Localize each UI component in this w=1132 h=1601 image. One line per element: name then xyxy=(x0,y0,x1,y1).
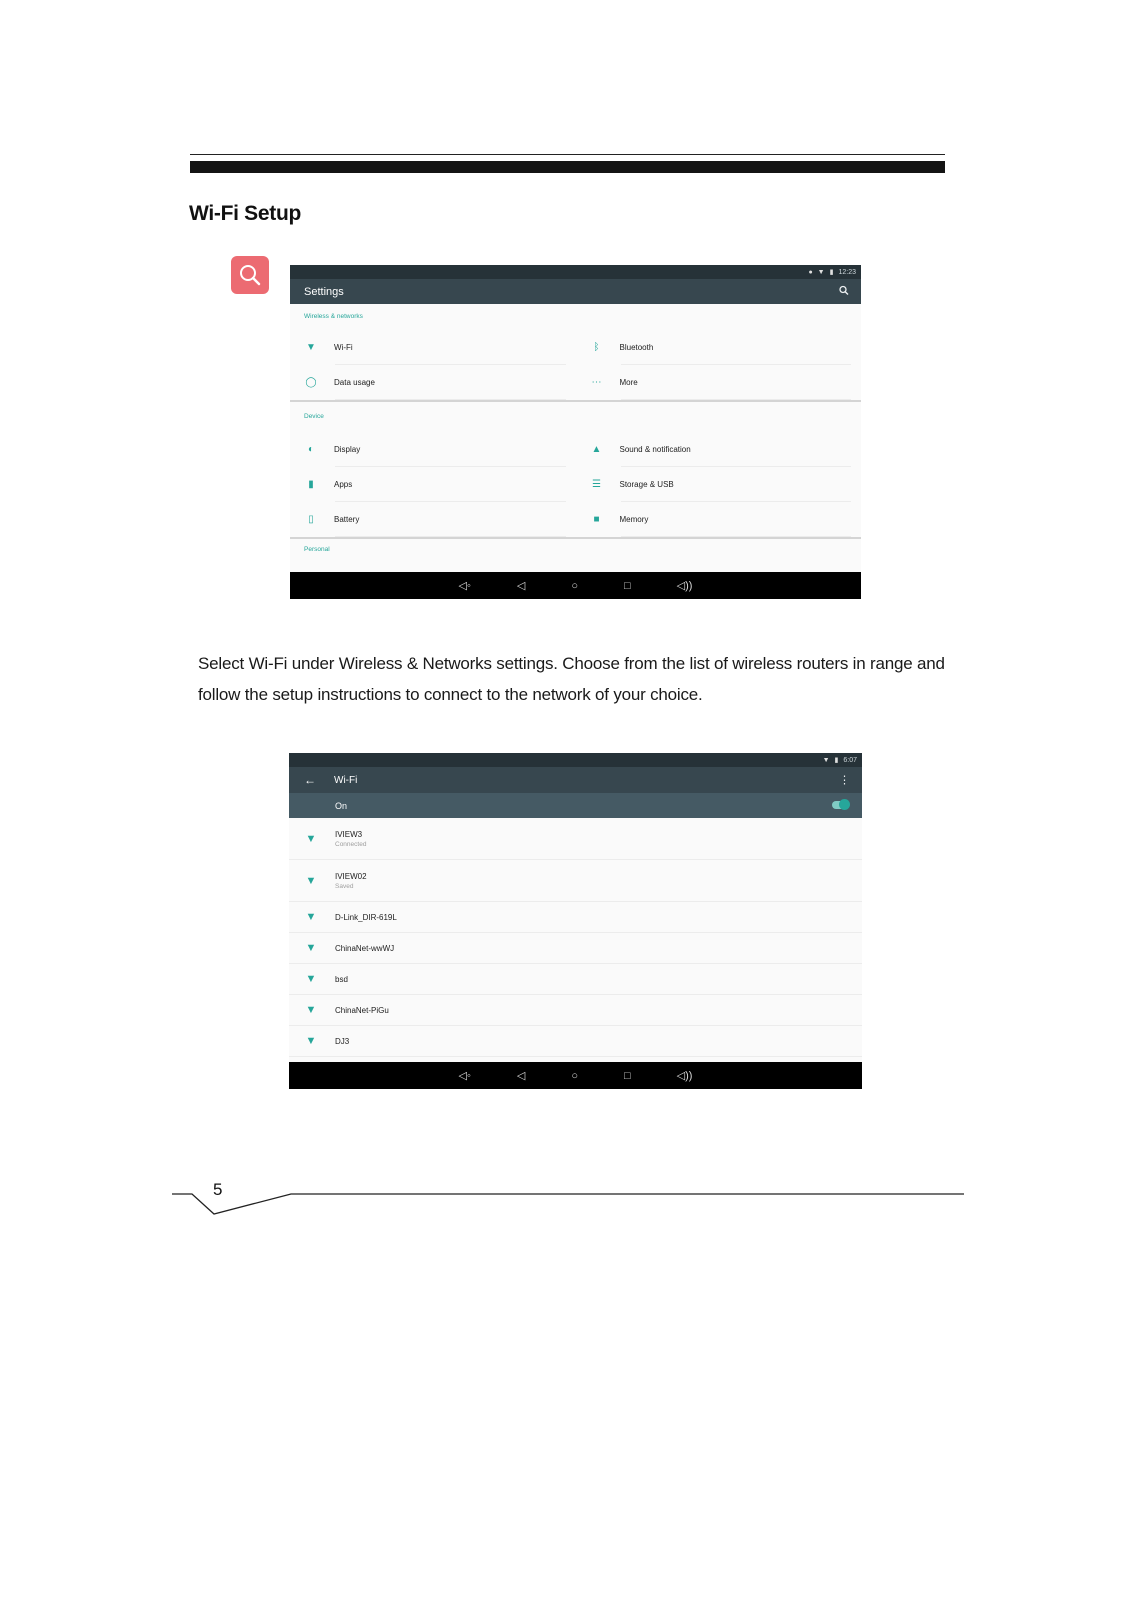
network-name: ChinaNet-PiGu xyxy=(335,1005,389,1015)
wifi-lock-icon: ▼ xyxy=(305,832,317,845)
storage-icon: ☰ xyxy=(592,479,601,490)
volume-up-icon[interactable]: ◁)) xyxy=(676,1070,693,1082)
home-icon[interactable]: ○ xyxy=(571,579,579,592)
network-name: bsd xyxy=(335,974,348,984)
wifi-lock-icon: ▼ xyxy=(305,942,317,954)
tile-label: Wi-Fi xyxy=(334,343,353,352)
instruction-paragraph: Select Wi-Fi under Wireless & Networks settings. Choose from the list of wireless routers in range and follow the setup instructions to connect to the network of your choice. xyxy=(198,654,945,704)
wifi-lock-icon: ▼ xyxy=(305,1004,317,1016)
tile-label: Memory xyxy=(619,515,649,524)
wifi-lock-icon: ▼ xyxy=(305,973,317,985)
battery-status-icon: ▮ xyxy=(834,757,839,764)
status-time: 12:23 xyxy=(838,268,856,276)
battery-icon: ▯ xyxy=(308,514,314,525)
network-name: DJ3 xyxy=(335,1036,350,1046)
volume-up-icon[interactable]: ◁)) xyxy=(676,580,693,592)
back-icon[interactable]: ◁ xyxy=(516,580,526,592)
overflow-menu-icon[interactable]: ⋮ xyxy=(839,774,850,787)
network-name: D-Link_DIR-619L xyxy=(335,912,397,922)
recents-icon[interactable]: □ xyxy=(624,579,631,592)
network-name: IVIEW02 xyxy=(335,871,367,881)
home-icon[interactable]: ○ xyxy=(571,1069,579,1082)
recents-icon[interactable]: □ xyxy=(624,1069,631,1082)
toggle-label: On xyxy=(335,800,348,811)
subhead-device: Device xyxy=(304,413,324,420)
volume-down-icon[interactable]: ◁◦ xyxy=(458,580,471,592)
bell-icon: ▲ xyxy=(591,444,602,455)
network-name: ChinaNet-wwWJ xyxy=(335,943,395,953)
data-usage-icon: ◯ xyxy=(305,377,317,388)
tile-label: Display xyxy=(334,445,361,454)
tile-label: Sound & notification xyxy=(619,445,691,454)
section-title: Wi-Fi Setup xyxy=(189,202,301,225)
tile-label: Storage & USB xyxy=(619,480,674,489)
wifi-title: Wi-Fi xyxy=(334,774,358,786)
subhead-wireless: Wireless & networks xyxy=(304,313,363,320)
wifi-signal-icon: ▼ xyxy=(817,268,825,276)
status-time: 6:07 xyxy=(843,756,857,764)
memory-icon: ■ xyxy=(593,514,600,525)
settings-title: Settings xyxy=(304,285,344,298)
subhead-personal: Personal xyxy=(304,546,330,553)
wifi-lock-icon: ▼ xyxy=(305,1035,317,1047)
tile-label: Apps xyxy=(334,480,353,489)
tile-label: Bluetooth xyxy=(619,343,654,352)
apps-icon: ▮ xyxy=(308,479,314,490)
network-name: IVIEW3 xyxy=(335,829,363,839)
network-status: Saved xyxy=(335,882,354,890)
back-arrow-icon[interactable]: ← xyxy=(304,773,316,787)
more-icon: ⋯ xyxy=(591,377,602,388)
wifi-icon: ▼ xyxy=(306,342,316,353)
volume-down-icon[interactable]: ◁◦ xyxy=(458,1070,471,1082)
wifi-lock-icon: ▼ xyxy=(305,874,317,887)
battery-status-icon: ▮ xyxy=(829,269,834,276)
page-number: 5 xyxy=(213,1180,223,1199)
tile-label: Battery xyxy=(334,515,360,524)
tile-label: More xyxy=(619,378,638,387)
network-status: Connected xyxy=(335,840,367,848)
tile-label: Data usage xyxy=(334,378,375,387)
wifi-signal-icon: ▼ xyxy=(822,756,830,764)
back-icon[interactable]: ◁ xyxy=(516,1070,526,1082)
alarm-icon: ● xyxy=(808,268,813,276)
display-icon: ◐ xyxy=(307,444,315,455)
bluetooth-icon: ᛒ xyxy=(593,342,600,353)
wifi-lock-icon: ▼ xyxy=(305,911,317,923)
